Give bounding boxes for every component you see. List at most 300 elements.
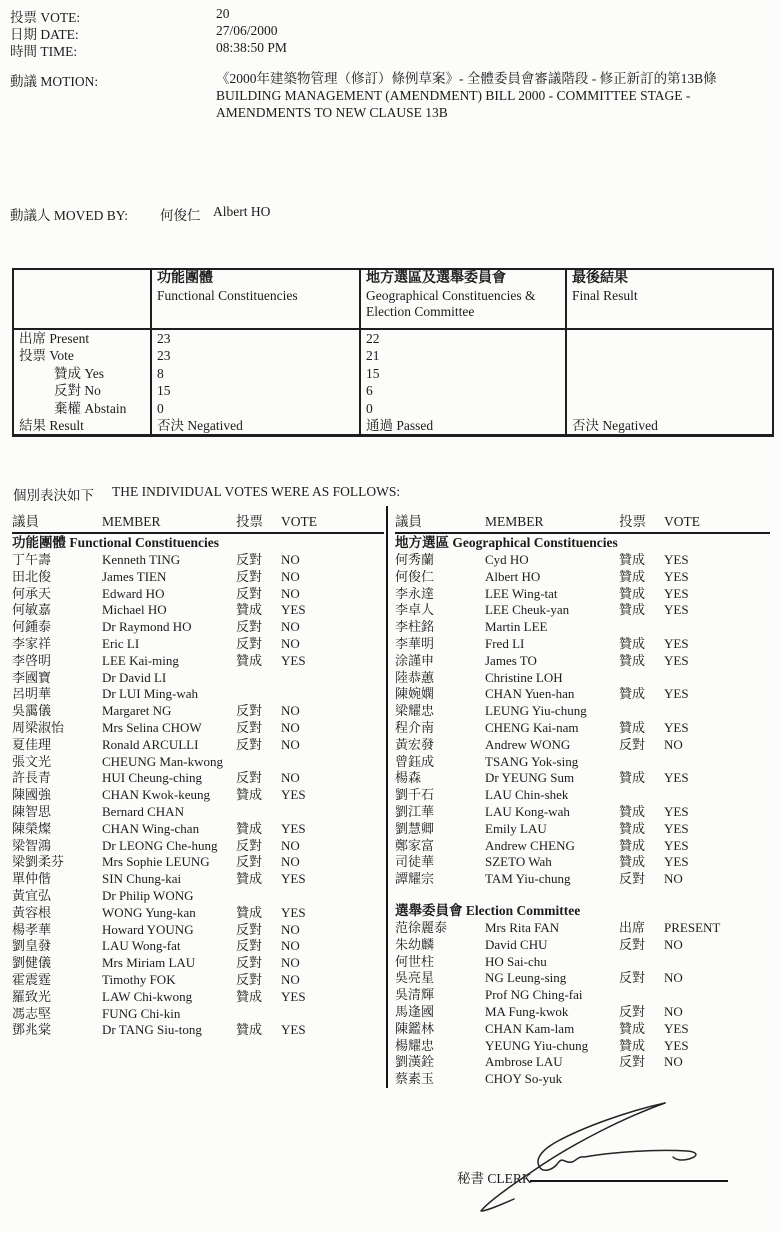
member-row	[12, 737, 384, 754]
member-name-en: FUNG Chi-kin	[102, 1005, 181, 1021]
row-label: 贊成 Yes	[13, 365, 151, 382]
member-name-zh: 李國寶	[12, 669, 52, 685]
motion-text-en-line1: BUILDING MANAGEMENT (AMENDMENT) BILL 2000 - COMMITTEE STAGE -	[216, 88, 691, 104]
member-vote-en: NO	[664, 871, 683, 887]
member-vote-en: YES	[664, 602, 689, 618]
member-vote-zh	[619, 754, 664, 771]
member-name-en: Eric LI	[102, 635, 140, 651]
member-name-en: Andrew CHENG	[485, 837, 575, 853]
member-vote-zh: 贊成	[236, 904, 263, 920]
member-vote-zh: 反對	[236, 854, 263, 870]
member-vote-zh: 反對	[236, 635, 263, 651]
final-value: 否決 Negatived	[566, 417, 773, 436]
section-title-functional-zh: 功能團體	[12, 535, 66, 550]
member-name-en: CHAN Kam-lam	[485, 1020, 575, 1036]
member-vote-en: NO	[281, 585, 300, 601]
member-vote-en	[664, 703, 770, 720]
member-vote-zh	[236, 888, 281, 905]
member-row	[12, 888, 384, 905]
member-vote-en: YES	[664, 820, 689, 836]
functional-value: 15	[151, 382, 360, 399]
member-row	[395, 821, 770, 838]
member-vote-en: NO	[281, 955, 300, 971]
member-vote-en: YES	[664, 652, 689, 668]
member-vote-zh: 贊成	[236, 820, 263, 836]
member-name-en: Kenneth TING	[102, 552, 181, 567]
member-name-en: LEE Cheuk-yan	[485, 602, 570, 618]
member-name-zh: 曾鈺成	[395, 753, 435, 769]
member-vote-zh: 反對	[619, 1054, 646, 1070]
member-name-en: HO Sai-chu	[485, 953, 547, 969]
member-name-en: SZETO Wah	[485, 854, 552, 870]
clerk-label: 秘書 CLERK	[457, 1171, 532, 1186]
clerk-signature	[430, 1090, 750, 1233]
member-vote-zh: 贊成	[619, 635, 646, 651]
member-name-zh: 羅致光	[12, 988, 52, 1004]
vote-number-value: 20	[216, 6, 230, 21]
member-vote-zh: 反對	[236, 568, 263, 584]
member-name-zh: 馬逢國	[395, 1003, 435, 1019]
member-name-en: LEE Wing-tat	[485, 585, 558, 601]
member-name-en: Dr TANG Siu-tong	[102, 1022, 202, 1038]
member-name-en: MA Fung-kwok	[485, 1003, 569, 1019]
member-name-en: CHAN Yuen-han	[485, 686, 575, 702]
member-vote-zh	[236, 686, 281, 703]
member-vote-en: YES	[664, 803, 689, 819]
member-vote-en	[281, 670, 384, 687]
geographical-value: 0	[360, 400, 566, 417]
member-vote-zh: 反對	[619, 871, 646, 887]
member-name-en: SIN Chung-kai	[102, 871, 182, 887]
member-row	[395, 720, 770, 737]
member-name-zh: 黃宜弘	[12, 887, 52, 903]
member-row	[12, 653, 384, 670]
member-name-en: LAU Kong-wah	[485, 803, 570, 819]
member-vote-en	[664, 954, 770, 971]
member-name-zh: 李家祥	[12, 635, 52, 651]
summary-row-yes	[13, 365, 773, 382]
member-row	[395, 1071, 770, 1088]
member-vote-zh	[619, 670, 664, 687]
member-vote-en: YES	[281, 787, 306, 803]
member-vote-en: NO	[281, 619, 300, 635]
member-vote-en	[281, 686, 384, 703]
member-vote-zh	[236, 670, 281, 687]
member-name-zh: 李卓人	[395, 602, 435, 618]
date-label: 日期 DATE:	[10, 27, 79, 42]
member-row	[395, 552, 770, 569]
member-row	[395, 737, 770, 754]
member-vote-zh: 反對	[236, 921, 263, 937]
member-vote-zh: 贊成	[236, 1022, 263, 1038]
member-name-en: Ambrose LAU	[485, 1054, 563, 1070]
member-name-en: Edward HO	[102, 585, 165, 601]
member-name-en: HUI Cheung-ching	[102, 770, 203, 786]
member-name-en: Bernard CHAN	[102, 803, 184, 819]
member-name-zh: 許長青	[12, 770, 52, 786]
member-vote-zh: 反對	[236, 955, 263, 971]
member-vote-zh: 反對	[619, 936, 646, 952]
member-name-zh: 吳亮星	[395, 970, 435, 986]
member-vote-zh: 反對	[236, 719, 263, 735]
member-vote-en: YES	[664, 719, 689, 735]
functional-member-list	[12, 552, 384, 1039]
summary-header-geographical-en: Geographical Constituencies & Election Committee	[366, 287, 536, 319]
geographical-member-list	[395, 552, 770, 888]
header-member-zh: 議員	[12, 514, 39, 529]
member-name-zh: 張文光	[12, 753, 52, 769]
summary-row-vote	[13, 347, 773, 364]
member-vote-zh: 反對	[619, 1003, 646, 1019]
member-name-en: James TIEN	[102, 568, 167, 584]
moved-by-name-en: Albert HO	[213, 204, 271, 219]
member-vote-zh: 贊成	[619, 770, 646, 786]
functional-constituencies-column	[12, 514, 384, 1039]
final-value	[566, 400, 773, 417]
member-row	[395, 970, 770, 987]
individual-votes-intro-zh: 個別表決如下	[13, 488, 94, 503]
geographical-value: 通過 Passed	[360, 417, 566, 436]
member-vote-zh: 反對	[619, 970, 646, 986]
member-vote-zh: 反對	[619, 736, 646, 752]
member-row	[12, 955, 384, 972]
member-name-zh: 丁午壽	[12, 552, 52, 567]
member-vote-en: YES	[664, 686, 689, 702]
member-vote-en: PRESENT	[664, 919, 721, 935]
member-name-en: CHENG Kai-nam	[485, 719, 579, 735]
member-vote-zh: 反對	[236, 770, 263, 786]
geographical-ec-column	[395, 514, 770, 1088]
member-row	[395, 670, 770, 687]
member-name-zh: 何敏嘉	[12, 602, 52, 618]
member-row	[395, 1038, 770, 1055]
member-row	[395, 619, 770, 636]
member-name-zh: 黃容根	[12, 904, 52, 920]
member-name-en: CHAN Kwok-keung	[102, 787, 210, 803]
member-vote-en	[281, 754, 384, 771]
member-row	[395, 686, 770, 703]
motion-label: 動議 MOTION:	[10, 74, 99, 89]
member-name-zh: 田北俊	[12, 568, 52, 584]
member-name-zh: 李永達	[395, 585, 435, 601]
member-vote-en: NO	[281, 770, 300, 786]
date-value: 27/06/2000	[216, 23, 278, 38]
member-name-zh: 劉皇發	[12, 938, 52, 954]
member-vote-zh: 贊成	[619, 568, 646, 584]
section-title-election-committee-en: Election Committee	[465, 902, 581, 918]
member-name-zh: 霍震霆	[12, 971, 52, 987]
member-name-en: Andrew WONG	[485, 736, 571, 752]
member-row	[12, 770, 384, 787]
section-title-geographical	[395, 534, 770, 552]
member-row	[395, 871, 770, 888]
summary-table	[12, 268, 774, 437]
member-row	[395, 653, 770, 670]
member-vote-en: NO	[281, 921, 300, 937]
member-row	[395, 937, 770, 954]
motion-text-en-line2: AMENDMENTS TO NEW CLAUSE 13B	[216, 105, 448, 121]
member-vote-zh: 反對	[236, 619, 263, 635]
member-vote-zh	[619, 954, 664, 971]
member-vote-en: NO	[664, 970, 683, 986]
member-name-zh: 黃宏發	[395, 736, 435, 752]
section-title-functional-en: Functional Constituencies	[69, 535, 220, 550]
member-name-en: CHEUNG Man-kwong	[102, 753, 223, 769]
member-row	[12, 972, 384, 989]
member-vote-en: YES	[664, 770, 689, 786]
member-name-en: Howard YOUNG	[102, 921, 194, 937]
summary-row-result	[13, 417, 773, 436]
signature-stroke-flourish	[538, 1103, 696, 1170]
member-name-en: Mrs Sophie LEUNG	[102, 854, 210, 870]
member-name-zh: 程介南	[395, 719, 435, 735]
motion-text-zh: 《2000年建築物管理（修訂）條例草案》- 全體委員會審議階段 - 修正新訂的第13B條	[216, 71, 717, 86]
member-name-zh: 夏佳理	[12, 736, 52, 752]
member-name-zh: 譚耀宗	[395, 871, 435, 887]
member-name-zh: 范徐麗泰	[395, 919, 448, 935]
member-list-header-left	[12, 514, 384, 534]
member-vote-zh: 反對	[236, 938, 263, 954]
member-row	[12, 838, 384, 855]
member-name-en: Emily LAU	[485, 820, 547, 836]
member-name-zh: 吳靄儀	[12, 703, 52, 719]
member-vote-zh: 贊成	[619, 686, 646, 702]
member-name-zh: 楊孝華	[12, 921, 52, 937]
member-name-en: Albert HO	[485, 568, 541, 584]
moved-by-name-zh: 何俊仁	[160, 208, 201, 223]
member-vote-en	[664, 754, 770, 771]
member-vote-en: YES	[281, 820, 306, 836]
member-vote-zh: 贊成	[619, 602, 646, 618]
member-name-zh: 涂謹申	[395, 652, 435, 668]
member-name-zh: 李華明	[395, 635, 435, 651]
member-name-en: LAW Chi-kwong	[102, 988, 193, 1004]
row-label: 棄權 Abstain	[13, 400, 151, 417]
member-name-en: WONG Yung-kan	[102, 904, 196, 920]
member-name-zh: 馮志堅	[12, 1005, 52, 1021]
member-name-en: Dr Philip WONG	[102, 887, 194, 903]
member-row	[12, 989, 384, 1006]
row-label: 結果 Result	[13, 417, 151, 436]
member-name-en: YEUNG Yiu-chung	[485, 1037, 589, 1053]
geographical-value: 22	[360, 329, 566, 347]
member-vote-en	[281, 888, 384, 905]
member-list-header-right	[395, 514, 770, 534]
member-vote-en	[281, 804, 384, 821]
member-vote-en: NO	[664, 1054, 683, 1070]
summary-header-functional-zh: 功能團體	[157, 271, 213, 286]
member-vote-zh: 贊成	[619, 803, 646, 819]
final-value	[566, 382, 773, 399]
member-vote-zh: 贊成	[619, 652, 646, 668]
header-member-en: MEMBER	[102, 514, 161, 529]
member-vote-en: NO	[281, 703, 300, 719]
row-label: 反對 No	[13, 382, 151, 399]
member-row	[12, 871, 384, 888]
row-label: 投票 Vote	[13, 347, 151, 364]
time-label: 時間 TIME:	[10, 44, 78, 59]
member-name-zh: 陸恭蕙	[395, 669, 435, 685]
member-vote-en	[664, 787, 770, 804]
member-row	[395, 1021, 770, 1038]
member-name-zh: 李啓明	[12, 652, 52, 668]
member-vote-en: YES	[281, 1022, 306, 1038]
member-vote-zh: 贊成	[236, 602, 263, 618]
summary-header-row	[13, 269, 773, 329]
summary-header-final-en: Final Result	[572, 287, 638, 303]
summary-header-functional	[151, 269, 360, 329]
vote-number-label: 投票 VOTE:	[10, 10, 81, 25]
member-vote-zh: 反對	[236, 971, 263, 987]
member-vote-en: YES	[664, 568, 689, 584]
member-name-en: CHOY So-yuk	[485, 1071, 563, 1087]
member-row	[12, 754, 384, 771]
member-vote-zh	[619, 987, 664, 1004]
member-row	[12, 552, 384, 569]
summary-header-functional-en: Functional Constituencies	[157, 287, 298, 303]
member-row	[12, 569, 384, 586]
member-row	[12, 686, 384, 703]
member-row	[395, 754, 770, 771]
member-name-zh: 陳國強	[12, 787, 52, 803]
member-row	[395, 636, 770, 653]
member-name-zh: 蔡素玉	[395, 1071, 435, 1087]
member-vote-zh: 贊成	[236, 787, 263, 803]
member-name-en: Martin LEE	[485, 619, 548, 635]
member-name-en: Dr YEUNG Sum	[485, 770, 575, 786]
member-row	[395, 854, 770, 871]
member-vote-zh: 贊成	[619, 1020, 646, 1036]
member-vote-en	[664, 1071, 770, 1088]
member-name-en: CHAN Wing-chan	[102, 820, 200, 836]
member-name-en: LAU Wong-fat	[102, 938, 181, 954]
member-vote-en: NO	[281, 568, 300, 584]
member-name-en: Michael HO	[102, 602, 167, 618]
member-name-en: TAM Yiu-chung	[485, 871, 571, 887]
member-name-en: LEE Kai-ming	[102, 652, 179, 668]
final-value	[566, 347, 773, 364]
member-vote-en: NO	[281, 635, 300, 651]
member-name-zh: 呂明華	[12, 686, 52, 702]
member-name-zh: 陳智思	[12, 803, 52, 819]
member-vote-zh	[619, 619, 664, 636]
member-vote-zh: 贊成	[236, 988, 263, 1004]
member-vote-en: YES	[281, 602, 306, 618]
member-name-zh: 楊耀忠	[395, 1037, 435, 1053]
member-vote-en: YES	[281, 988, 306, 1004]
member-vote-zh	[236, 1006, 281, 1023]
member-row	[12, 619, 384, 636]
member-name-en: TSANG Yok-sing	[485, 753, 579, 769]
member-name-en: James TO	[485, 652, 537, 668]
member-vote-en: NO	[281, 837, 300, 853]
member-row	[395, 838, 770, 855]
member-row	[12, 703, 384, 720]
member-name-en: Dr LUI Ming-wah	[102, 686, 199, 702]
time-value: 08:38:50 PM	[216, 40, 287, 55]
member-name-zh: 梁智鴻	[12, 837, 52, 853]
member-name-zh: 吳清輝	[395, 987, 435, 1003]
summary-header-geographical-zh: 地方選區及選舉委員會	[366, 271, 506, 286]
member-name-en: David CHU	[485, 936, 548, 952]
member-row	[395, 920, 770, 937]
member-row	[395, 804, 770, 821]
member-vote-zh	[236, 754, 281, 771]
member-row	[395, 787, 770, 804]
member-vote-zh: 贊成	[619, 820, 646, 836]
member-vote-zh	[619, 787, 664, 804]
member-vote-zh: 出席	[619, 919, 646, 935]
member-name-zh: 陳鑑林	[395, 1020, 435, 1036]
member-row	[12, 821, 384, 838]
member-name-zh: 劉慧卿	[395, 820, 435, 836]
member-name-en: Fred LI	[485, 635, 525, 651]
member-name-zh: 梁耀忠	[395, 703, 435, 719]
member-name-zh: 李柱銘	[395, 619, 435, 635]
section-title-geographical-en: Geographical Constituencies	[452, 535, 618, 550]
member-vote-en: YES	[664, 585, 689, 601]
member-name-zh: 陳榮燦	[12, 820, 52, 836]
geographical-value: 6	[360, 382, 566, 399]
member-name-zh: 劉健儀	[12, 955, 52, 971]
geographical-value: 21	[360, 347, 566, 364]
member-vote-en: NO	[664, 936, 683, 952]
member-name-en: Margaret NG	[102, 703, 172, 719]
member-vote-en: YES	[664, 1020, 689, 1036]
member-vote-en	[664, 987, 770, 1004]
member-vote-en: NO	[281, 971, 300, 987]
member-name-en: LEUNG Yiu-chung	[485, 703, 587, 719]
summary-header-final	[566, 269, 773, 329]
member-row	[12, 922, 384, 939]
member-vote-zh: 反對	[236, 585, 263, 601]
final-value	[566, 329, 773, 347]
member-name-zh: 周梁淑怡	[12, 719, 65, 735]
member-vote-en: NO	[664, 736, 683, 752]
signature-stroke-main	[481, 1103, 665, 1211]
final-value	[566, 365, 773, 382]
member-name-en: Dr LEONG Che-hung	[102, 837, 218, 853]
functional-value: 8	[151, 365, 360, 382]
member-name-zh: 單仲偕	[12, 871, 52, 887]
summary-row-no	[13, 382, 773, 399]
member-name-zh: 鄧兆棠	[12, 1022, 52, 1038]
member-vote-en	[281, 1006, 384, 1023]
member-vote-zh	[236, 804, 281, 821]
section-title-functional	[12, 534, 384, 552]
member-row	[395, 987, 770, 1004]
member-vote-zh: 贊成	[619, 719, 646, 735]
member-vote-en: YES	[664, 552, 689, 567]
summary-corner-cell	[13, 269, 151, 329]
member-vote-zh: 贊成	[236, 652, 263, 668]
functional-value: 23	[151, 329, 360, 347]
member-vote-en: NO	[281, 938, 300, 954]
motion-text	[216, 70, 774, 122]
member-name-zh: 劉江華	[395, 803, 435, 819]
member-name-zh: 劉漢銓	[395, 1054, 435, 1070]
member-name-en: Mrs Selina CHOW	[102, 719, 202, 735]
header-vote-zh: 投票	[619, 514, 646, 529]
member-row	[12, 804, 384, 821]
member-row	[12, 787, 384, 804]
member-name-en: Dr David LI	[102, 669, 167, 685]
member-vote-en: NO	[281, 719, 300, 735]
member-vote-en	[664, 670, 770, 687]
member-vote-en	[664, 619, 770, 636]
row-label: 出席 Present	[13, 329, 151, 347]
member-vote-zh: 贊成	[619, 552, 646, 567]
